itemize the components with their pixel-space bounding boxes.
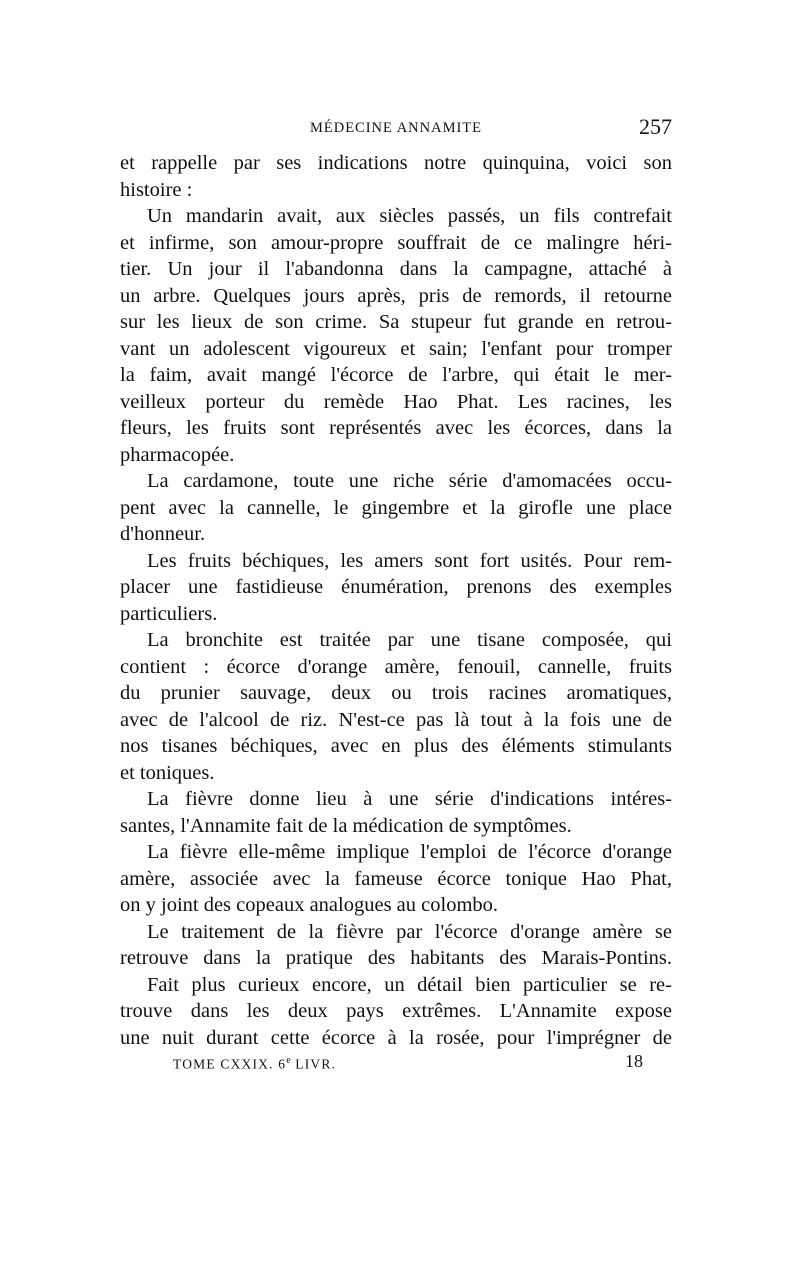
text-line: on y joint des copeaux analogues au colombo. xyxy=(120,894,499,916)
tome-suffix: LIVR. xyxy=(290,1056,337,1072)
tome-mark xyxy=(173,1046,336,1080)
page-number: 257 xyxy=(639,114,672,139)
text-line: placer une fastidieuse énumération, prenons des exemples xyxy=(120,576,672,598)
running-head xyxy=(120,116,672,148)
text-line: tier. Un jour il l'abandonna dans la campagne, attaché à xyxy=(120,258,672,280)
text-line: La bronchite est traitée par une tisane composée, qui xyxy=(147,629,672,651)
text-line: Un mandarin avait, aux siècles passés, un fils contrefait xyxy=(147,205,672,227)
text-line: histoire : xyxy=(120,178,193,201)
text-line: fleurs, les fruits sont représentés avec les écorces, dans la xyxy=(120,417,672,439)
text-line: vant un adolescent vigoureux et sain; l'enfant pour tromper xyxy=(120,337,672,360)
printer-signature xyxy=(173,1046,653,1076)
text-line: trouve dans les deux pays extrêmes. L'Annamite expose xyxy=(120,1000,672,1022)
text-line: pharmacopée. xyxy=(120,443,235,466)
tome-prefix: TOME CXXIX. 6 xyxy=(173,1056,287,1072)
text-line: La fièvre elle-même implique l'emploi de l'écorce d'orange xyxy=(147,841,672,863)
text-line: particuliers. xyxy=(120,602,218,625)
text-line: la faim, avait mangé l'écorce de l'arbre, qui était le mer- xyxy=(120,364,672,386)
text-line: contient : écorce d'orange amère, fenouil, cannelle, fruits xyxy=(120,655,672,678)
running-title: MÉDECINE ANNAMITE xyxy=(309,120,483,136)
text-line: amère, associée avec la fameuse écorce tonique Hao Phat, xyxy=(120,867,672,890)
text-line: et toniques. xyxy=(120,761,215,784)
text-line: avec de l'alcool de riz. N'est-ce pas là tout à la fois une de xyxy=(120,708,672,731)
text-line: Fait plus curieux encore, un détail bien particulier se re- xyxy=(147,973,672,996)
text-line: nos tisanes béchiques, avec en plus des éléments stimulants xyxy=(120,735,672,757)
tome-superscript: e xyxy=(286,1055,291,1066)
text-line: La cardamone, toute une riche série d'amomacées occu- xyxy=(147,470,672,492)
text-line: un arbre. Quelques jours après, pris de remords, il retourne xyxy=(120,284,672,307)
text-line: sur les lieux de son crime. Sa stupeur fut grande en retrou- xyxy=(120,311,672,333)
text-line: santes, l'Annamite fait de la médication de symptômes. xyxy=(120,814,572,837)
text-line: d'honneur. xyxy=(120,523,206,545)
sheet-number: 18 xyxy=(625,1051,643,1071)
text-line: une nuit durant cette écorce à la rosée, pour l'imprégner de xyxy=(120,1026,672,1049)
text-line: et infirme, son amour-propre souffrait de ce malingre héri- xyxy=(120,231,672,254)
text-line: pent avec la cannelle, le gingembre et la girofle une place xyxy=(120,496,672,519)
text-line: du prunier sauvage, deux ou trois racines aromatiques, xyxy=(120,682,672,704)
text-line: et rappelle par ses indications notre quinquina, voici son xyxy=(120,152,672,174)
body-text xyxy=(120,150,672,1051)
text-line: La fièvre donne lieu à une série d'indications intéres- xyxy=(147,788,672,810)
text-line: veilleux porteur du remède Hao Phat. Les racines, les xyxy=(120,390,672,413)
text-line: retrouve dans la pratique des habitants des Marais-Pontins. xyxy=(120,947,672,969)
text-line: Les fruits béchiques, les amers sont fort usités. Pour rem- xyxy=(147,549,672,572)
text-line: Le traitement de la fièvre par l'écorce d'orange amère se xyxy=(147,920,672,943)
